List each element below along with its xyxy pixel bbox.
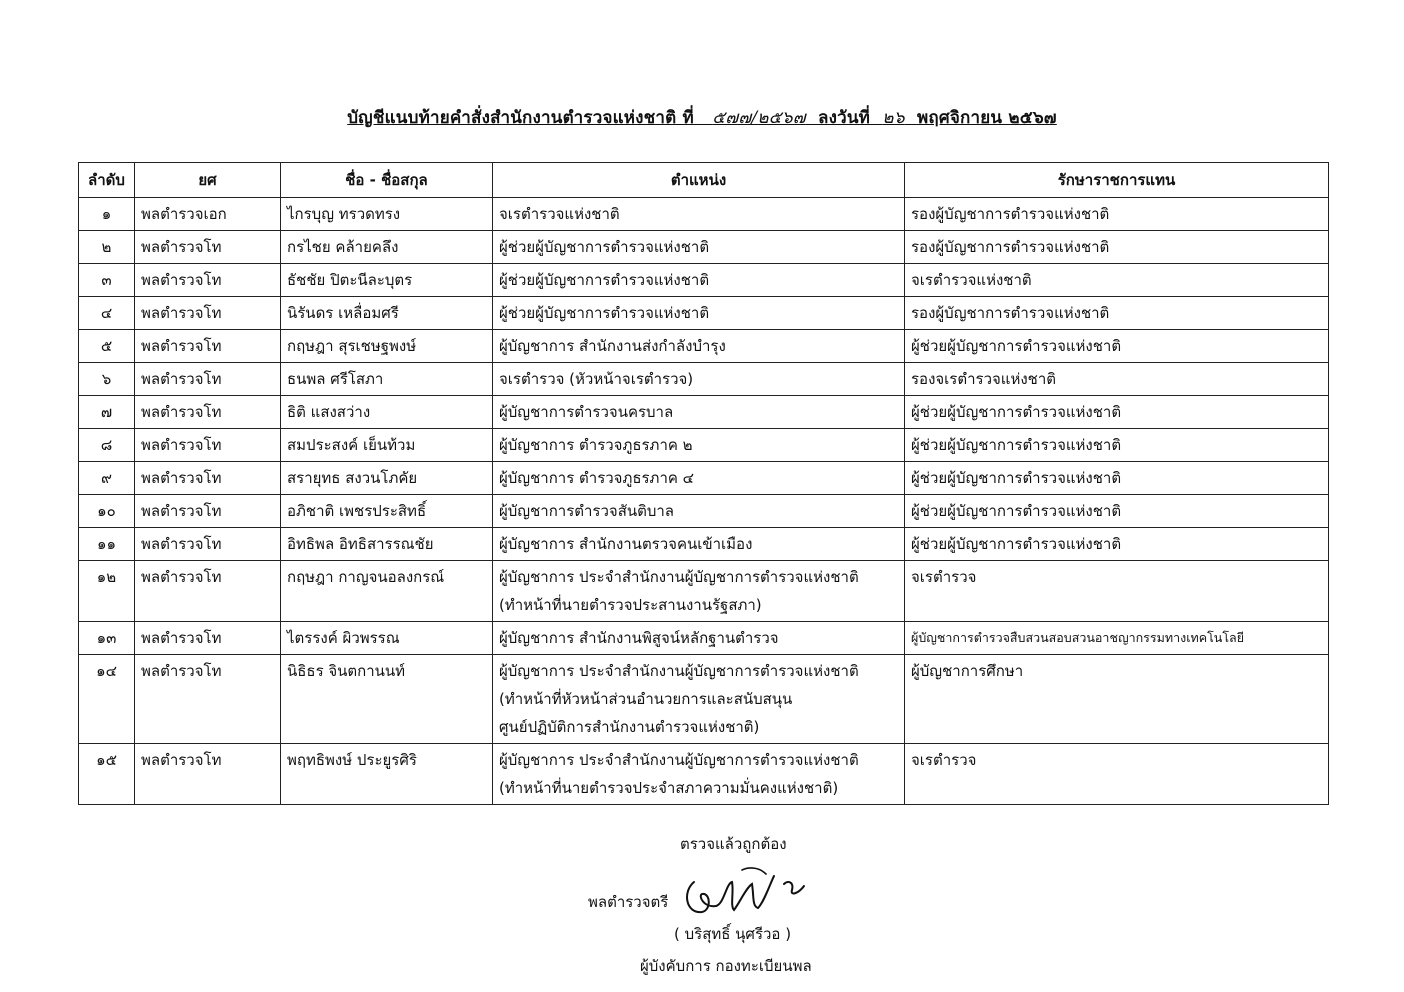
cell-rank: พลตำรวจโท [135, 561, 281, 622]
cell-position [493, 744, 905, 805]
cell-name: ธนพล ศรีโสภา [281, 363, 493, 396]
cell-name: พฤทธิพงษ์ ประยูรศิริ [281, 744, 493, 805]
cell-name: สมประสงค์ เย็นท้วม [281, 429, 493, 462]
position-line: ผู้บัญชาการตำรวจสันติบาล [499, 502, 674, 520]
title-prefix: บัญชีแนบท้ายคำสั่งสำนักงานตำรวจแห่งชาติ ที่ [347, 108, 694, 128]
column-header-name: ชื่อ - ชื่อสกุล [281, 163, 493, 198]
position-line: ผู้บัญชาการ ประจำสำนักงานผู้บัญชาการตำรวจแห่งชาติ [499, 568, 859, 586]
cell-rank: พลตำรวจโท [135, 655, 281, 744]
cell-order: ๑๔ [79, 655, 135, 744]
table-row [79, 297, 1329, 330]
cell-acting: ผู้ช่วยผู้บัญชาการตำรวจแห่งชาติ [905, 429, 1329, 462]
cell-order: ๕ [79, 330, 135, 363]
table-row [79, 495, 1329, 528]
table-row [79, 363, 1329, 396]
table-row [79, 744, 1329, 805]
table-row [79, 330, 1329, 363]
cell-position [493, 561, 905, 622]
cell-acting: ผู้ช่วยผู้บัญชาการตำรวจแห่งชาติ [905, 396, 1329, 429]
cell-position [493, 198, 905, 231]
cell-acting: รองผู้บัญชาการตำรวจแห่งชาติ [905, 297, 1329, 330]
cell-order: ๘ [79, 429, 135, 462]
cell-rank: พลตำรวจโท [135, 396, 281, 429]
position-line: ผู้บัญชาการ สำนักงานพิสูจน์หลักฐานตำรวจ [499, 629, 779, 647]
position-line: (ทำหน้าที่นายตำรวจประสานงานรัฐสภา) [499, 596, 762, 614]
cell-acting: ผู้ช่วยผู้บัญชาการตำรวจแห่งชาติ [905, 495, 1329, 528]
table-row [79, 528, 1329, 561]
cell-rank: พลตำรวจโท [135, 231, 281, 264]
cell-rank: พลตำรวจโท [135, 622, 281, 655]
table-row [79, 561, 1329, 622]
cell-name: อภิชาติ เพชรประสิทธิ์ [281, 495, 493, 528]
cell-name: ธิติ แสงสว่าง [281, 396, 493, 429]
cell-name: นิธิธร จินตกานนท์ [281, 655, 493, 744]
table-row [79, 198, 1329, 231]
cell-position [493, 363, 905, 396]
cell-position [493, 264, 905, 297]
cell-position [493, 622, 905, 655]
cell-order: ๑ [79, 198, 135, 231]
date-prefix: ลงวันที่ [817, 108, 871, 128]
position-line: ศูนย์ปฏิบัติการสำนักงานตำรวจแห่งชาติ) [499, 718, 760, 736]
position-line: ผู้บัญชาการ สำนักงานส่งกำลังบำรุง [499, 337, 726, 355]
document-title [0, 104, 1404, 131]
position-line: ผู้ช่วยผู้บัญชาการตำรวจแห่งชาติ [499, 304, 710, 322]
cell-position [493, 495, 905, 528]
table-row [79, 429, 1329, 462]
cell-acting: จเรตำรวจ [905, 744, 1329, 805]
position-line: ผู้บัญชาการ ประจำสำนักงานผู้บัญชาการตำรวจแห่งชาติ [499, 662, 859, 680]
cell-rank: พลตำรวจโท [135, 330, 281, 363]
cell-rank: พลตำรวจโท [135, 462, 281, 495]
cell-rank: พลตำรวจเอก [135, 198, 281, 231]
position-line: ผู้ช่วยผู้บัญชาการตำรวจแห่งชาติ [499, 238, 710, 256]
cell-name: สรายุทธ สงวนโภคัย [281, 462, 493, 495]
cell-order: ๓ [79, 264, 135, 297]
cell-rank: พลตำรวจโท [135, 363, 281, 396]
table-row [79, 462, 1329, 495]
position-line: ผู้บัญชาการ ประจำสำนักงานผู้บัญชาการตำรวจแห่งชาติ [499, 751, 859, 769]
cell-rank: พลตำรวจโท [135, 528, 281, 561]
cell-acting: รองผู้บัญชาการตำรวจแห่งชาติ [905, 231, 1329, 264]
appointment-table [78, 162, 1329, 805]
cell-order: ๑๐ [79, 495, 135, 528]
order-number: ๕๗๗/๒๕๖๗ [712, 108, 806, 128]
position-line: ผู้ช่วยผู้บัญชาการตำรวจแห่งชาติ [499, 271, 710, 289]
signer-name: ( บริสุทธิ์ นุศรีวอ ) [674, 925, 792, 943]
position-line: ผู้บัญชาการ สำนักงานตรวจคนเข้าเมือง [499, 535, 753, 553]
cell-name: กฤษฎา กาญจนอลงกรณ์ [281, 561, 493, 622]
cell-order: ๙ [79, 462, 135, 495]
cell-order: ๗ [79, 396, 135, 429]
cell-position [493, 231, 905, 264]
cell-rank: พลตำรวจโท [135, 297, 281, 330]
cell-acting: จเรตำรวจ [905, 561, 1329, 622]
cell-acting: จเรตำรวจแห่งชาติ [905, 264, 1329, 297]
cell-name: ไกรบุญ ทรวดทรง [281, 198, 493, 231]
cell-position [493, 396, 905, 429]
column-header-position: ตำแหน่ง [493, 163, 905, 198]
signer-position: ผู้บังคับการ กองทะเบียนพล [640, 957, 812, 975]
table-row [79, 396, 1329, 429]
cell-acting: ผู้ช่วยผู้บัญชาการตำรวจแห่งชาติ [905, 330, 1329, 363]
table-header-row [79, 163, 1329, 198]
table-row [79, 231, 1329, 264]
cell-acting: ผู้บัญชาการตำรวจสืบสวนสอบสวนอาชญากรรมทางเทคโนโลยี [905, 622, 1329, 655]
cell-acting: ผู้ช่วยผู้บัญชาการตำรวจแห่งชาติ [905, 528, 1329, 561]
column-header-rank: ยศ [135, 163, 281, 198]
position-line: (ทำหน้าที่นายตำรวจประจำสภาความมั่นคงแห่งชาติ) [499, 779, 839, 797]
cell-acting: รองผู้บัญชาการตำรวจแห่งชาติ [905, 198, 1329, 231]
position-line: ผู้บัญชาการตำรวจนครบาล [499, 403, 674, 421]
cell-name: กฤษฎา สุรเชษฐพงษ์ [281, 330, 493, 363]
cell-position [493, 655, 905, 744]
cell-name: ไตรรงค์ ผิวพรรณ [281, 622, 493, 655]
cell-position [493, 462, 905, 495]
cell-acting: ผู้ช่วยผู้บัญชาการตำรวจแห่งชาติ [905, 462, 1329, 495]
cell-name: อิทธิพล อิทธิสารรณชัย [281, 528, 493, 561]
cell-position [493, 429, 905, 462]
cell-acting: ผู้บัญชาการศึกษา [905, 655, 1329, 744]
cell-rank: พลตำรวจโท [135, 744, 281, 805]
cell-order: ๑๒ [79, 561, 135, 622]
cell-rank: พลตำรวจโท [135, 495, 281, 528]
cell-rank: พลตำรวจโท [135, 429, 281, 462]
cell-position [493, 528, 905, 561]
order-day: ๒๖ [882, 108, 905, 128]
position-line: (ทำหน้าที่หัวหน้าส่วนอำนวยการและสนับสนุน [499, 690, 793, 708]
cell-rank: พลตำรวจโท [135, 264, 281, 297]
position-line: จเรตำรวจ (หัวหน้าจเรตำรวจ) [499, 370, 694, 388]
cell-name: นิรันดร เหลื่อมศรี [281, 297, 493, 330]
order-month-year: พฤศจิกายน ๒๕๖๗ [916, 108, 1057, 128]
position-line: ผู้บัญชาการ ตำรวจภูธรภาค ๔ [499, 469, 695, 487]
cell-acting: รองจเรตำรวจแห่งชาติ [905, 363, 1329, 396]
position-line: จเรตำรวจแห่งชาติ [499, 205, 620, 223]
cell-name: กรไชย คล้ายคลึง [281, 231, 493, 264]
handwritten-signature [672, 862, 822, 924]
position-line: ผู้บัญชาการ ตำรวจภูธรภาค ๒ [499, 436, 693, 454]
cell-order: ๑๑ [79, 528, 135, 561]
cell-order: ๒ [79, 231, 135, 264]
cell-order: ๑๕ [79, 744, 135, 805]
cell-name: ธัชชัย ปิตะนีละบุตร [281, 264, 493, 297]
column-header-order: ลำดับ [79, 163, 135, 198]
table-row [79, 655, 1329, 744]
cell-order: ๑๓ [79, 622, 135, 655]
verified-text: ตรวจแล้วถูกต้อง [680, 835, 787, 853]
table-row [79, 264, 1329, 297]
table-row [79, 622, 1329, 655]
signer-rank: พลตำรวจตรี [588, 893, 669, 911]
table-body [79, 198, 1329, 805]
cell-order: ๖ [79, 363, 135, 396]
cell-position [493, 297, 905, 330]
cell-order: ๔ [79, 297, 135, 330]
column-header-acting: รักษาราชการแทน [905, 163, 1329, 198]
cell-position [493, 330, 905, 363]
